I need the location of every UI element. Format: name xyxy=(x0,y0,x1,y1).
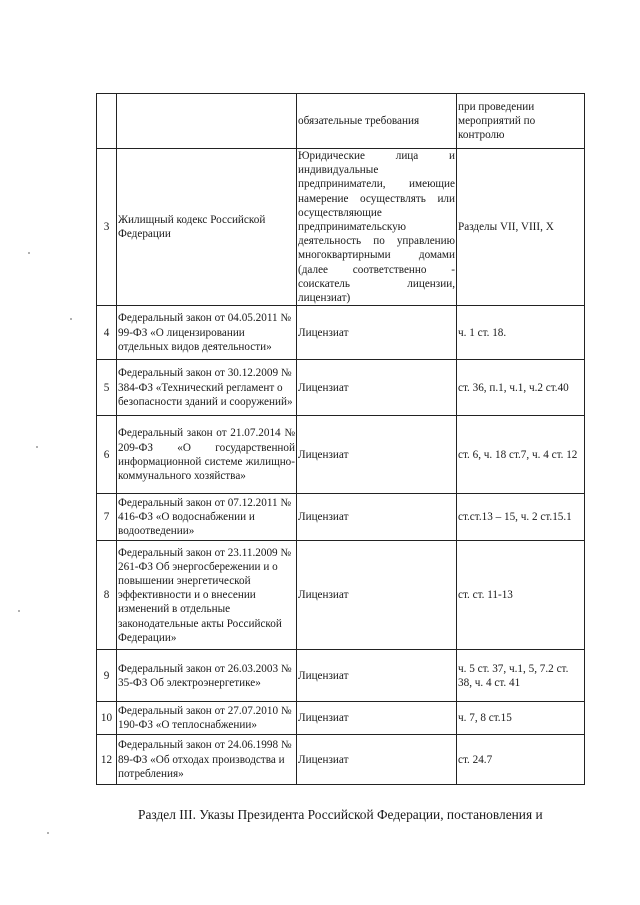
header-subjects-cell: обязательные требования xyxy=(297,94,457,149)
row-act-name: Федеральный закон от 26.03.2003 № 35-ФЗ Об электроэнергетике» xyxy=(117,650,297,702)
row-act-name: Федеральный закон от 04.05.2011 № 99-ФЗ «О лицензировании отдельных видов деятельности» xyxy=(117,306,297,360)
scan-speck xyxy=(28,252,30,254)
row-subjects: Юридические лица и индивидуальные предприниматели, имеющие намерение осуществлять или осуществляющие предпринимательскую деятельность по управлению многоквартирными домами (далее соответственно - соискатель лицензии, лицензиат) xyxy=(298,150,455,305)
row-subjects: Лицензиат xyxy=(297,306,457,360)
table-row xyxy=(97,306,585,360)
row-act-name: Федеральный закон от 30.12.2009 № 384-ФЗ «Технический регламент о безопасности зданий и сооружений» xyxy=(117,360,297,416)
table-row xyxy=(97,416,585,494)
row-act-name: Федеральный закон от 23.11.2009 № 261-ФЗ Об энергосбережении и о повышении энергетической эффективности и о внесении изменений в отдельные законодательные акты Российской Федерации» xyxy=(117,541,297,650)
row-provisions: ч. 7, 8 ст.15 xyxy=(457,702,585,735)
table-row xyxy=(97,541,585,650)
row-provisions: ст. ст. 11-13 xyxy=(457,541,585,650)
row-number: 6 xyxy=(97,416,117,494)
table-header-row xyxy=(97,94,585,149)
section-heading: Раздел III. Указы Президента Российской Федерации, постановления и xyxy=(138,807,543,822)
table-row xyxy=(97,149,585,306)
row-act-name: Федеральный закон от 24.06.1998 № 89-ФЗ «Об отходах производства и потребления» xyxy=(117,735,297,785)
row-subjects: Лицензиат xyxy=(297,541,457,650)
row-act-name: Федеральный закон от 07.12.2011 № 416-ФЗ «О водоснабжении и водоотведении» xyxy=(117,494,297,541)
row-subjects: Лицензиат xyxy=(297,702,457,735)
row-provisions: ст. 36, п.1, ч.1, ч.2 ст.40 xyxy=(457,360,585,416)
row-provisions: ст.ст.13 – 15, ч. 2 ст.15.1 xyxy=(457,494,585,541)
table-row xyxy=(97,360,585,416)
row-number: 10 xyxy=(97,702,117,735)
row-subjects: Лицензиат xyxy=(297,360,457,416)
row-act-name: Жилищный кодекс Российской Федерации xyxy=(117,149,297,306)
row-provisions: ч. 5 ст. 37, ч.1, 5, 7.2 ст. 38, ч. 4 ст. 41 xyxy=(457,650,585,702)
table-row xyxy=(97,702,585,735)
scan-speck xyxy=(18,610,20,612)
row-number: 3 xyxy=(97,149,117,306)
row-subjects: Лицензиат xyxy=(297,494,457,541)
row-subjects: Лицензиат xyxy=(297,650,457,702)
header-act-cell xyxy=(117,94,297,149)
row-number: 12 xyxy=(97,735,117,785)
row-subjects: Лицензиат xyxy=(297,416,457,494)
header-provisions-cell: при проведении мероприятий по контролю xyxy=(457,94,585,149)
row-provisions: ст. 24.7 xyxy=(457,735,585,785)
row-number: 5 xyxy=(97,360,117,416)
row-number: 8 xyxy=(97,541,117,650)
table-row xyxy=(97,494,585,541)
row-number: 7 xyxy=(97,494,117,541)
row-number: 9 xyxy=(97,650,117,702)
row-subjects: Лицензиат xyxy=(297,735,457,785)
row-number: 4 xyxy=(97,306,117,360)
row-provisions: ст. 6, ч. 18 ст.7, ч. 4 ст. 12 xyxy=(457,416,585,494)
row-act-name: Федеральный закон от 21.07.2014 № 209-ФЗ «О государственной информационной системе жилищно-коммунального хозяйства» xyxy=(117,416,297,494)
scan-speck xyxy=(36,446,38,448)
row-provisions: ч. 1 ст. 18. xyxy=(457,306,585,360)
row-act-name: Федеральный закон от 27.07.2010 № 190-ФЗ «О теплоснабжении» xyxy=(117,702,297,735)
header-num-cell xyxy=(97,94,117,149)
table-row xyxy=(97,735,585,785)
legal-acts-table xyxy=(96,93,585,785)
scan-speck xyxy=(70,318,72,320)
table-row xyxy=(97,650,585,702)
scan-speck xyxy=(47,832,49,834)
row-provisions: Разделы VII, VIII, X xyxy=(457,149,585,306)
